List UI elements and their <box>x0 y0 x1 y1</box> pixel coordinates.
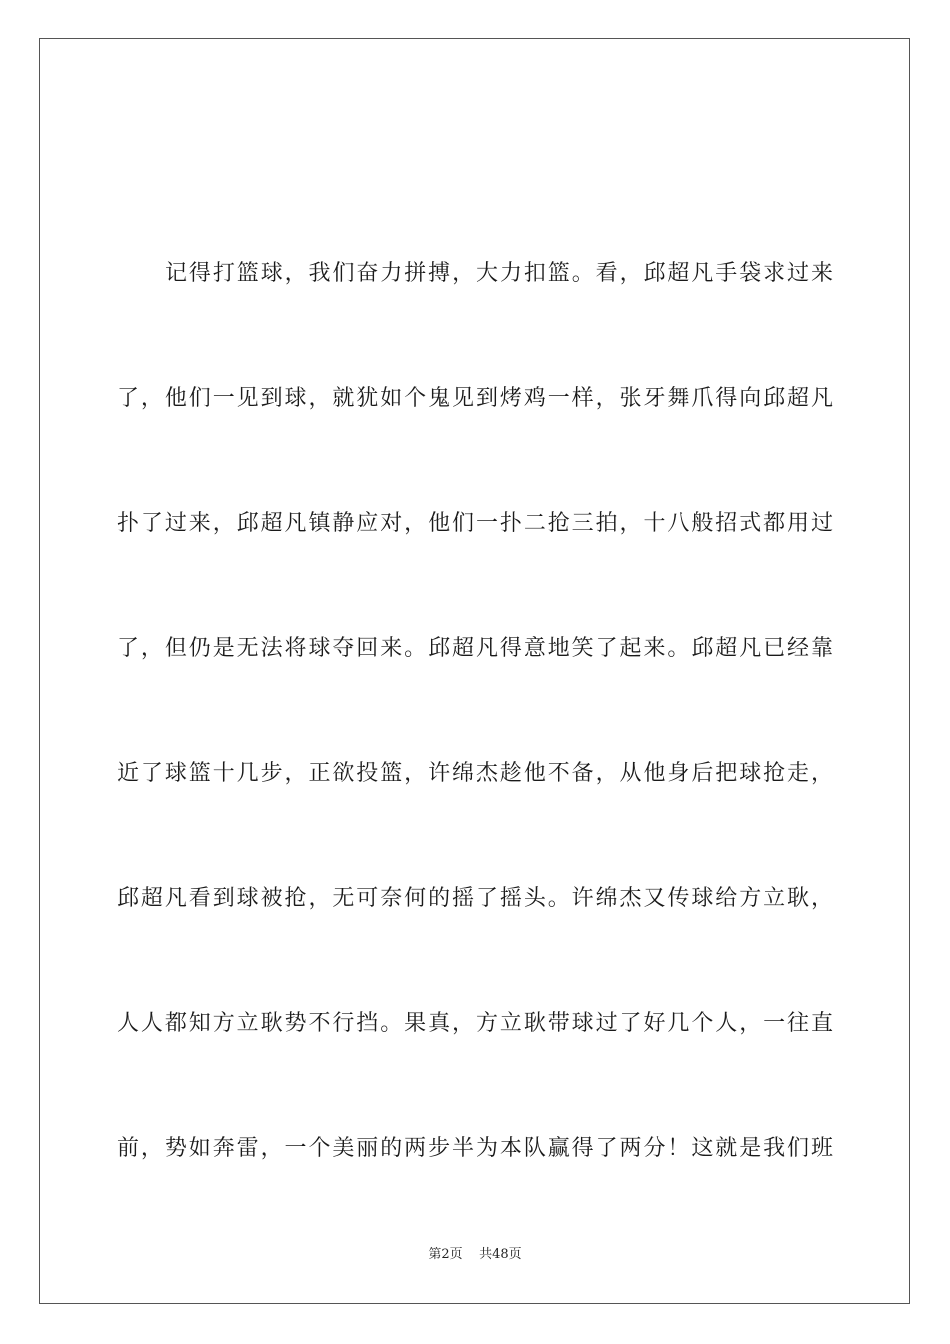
page-number: 第2页 <box>428 1247 463 1262</box>
page-border <box>39 38 910 1304</box>
page-footer <box>0 1246 950 1264</box>
paragraph-line: 近了球篮十几步，正欲投篮，许绵杰趁他不备，从他身后把球抢走， <box>117 761 833 786</box>
paragraph-line: 了，他们一见到球，就犹如个鬼见到烤鸡一样，张牙舞爪得向邱超凡 <box>117 386 833 411</box>
paragraph-line: 记得打篮球，我们奋力拼搏，大力扣篮。看，邱超凡手袋求过来 <box>165 261 833 286</box>
page-total: 共48页 <box>479 1247 522 1262</box>
paragraph-line: 人人都知方立耿势不行挡。果真，方立耿带球过了好几个人，一往直 <box>117 1011 833 1036</box>
paragraph-line: 了，但仍是无法将球夺回来。邱超凡得意地笑了起来。邱超凡已经靠 <box>117 636 833 661</box>
paragraph-line: 邱超凡看到球被抢，无可奈何的摇了摇头。许绵杰又传球给方立耿， <box>117 886 833 911</box>
paragraph-line: 前，势如奔雷，一个美丽的两步半为本队赢得了两分！这就是我们班 <box>117 1136 833 1161</box>
paragraph-line: 扑了过来，邱超凡镇静应对，他们一扑二抢三拍，十八般招式都用过 <box>117 511 833 536</box>
